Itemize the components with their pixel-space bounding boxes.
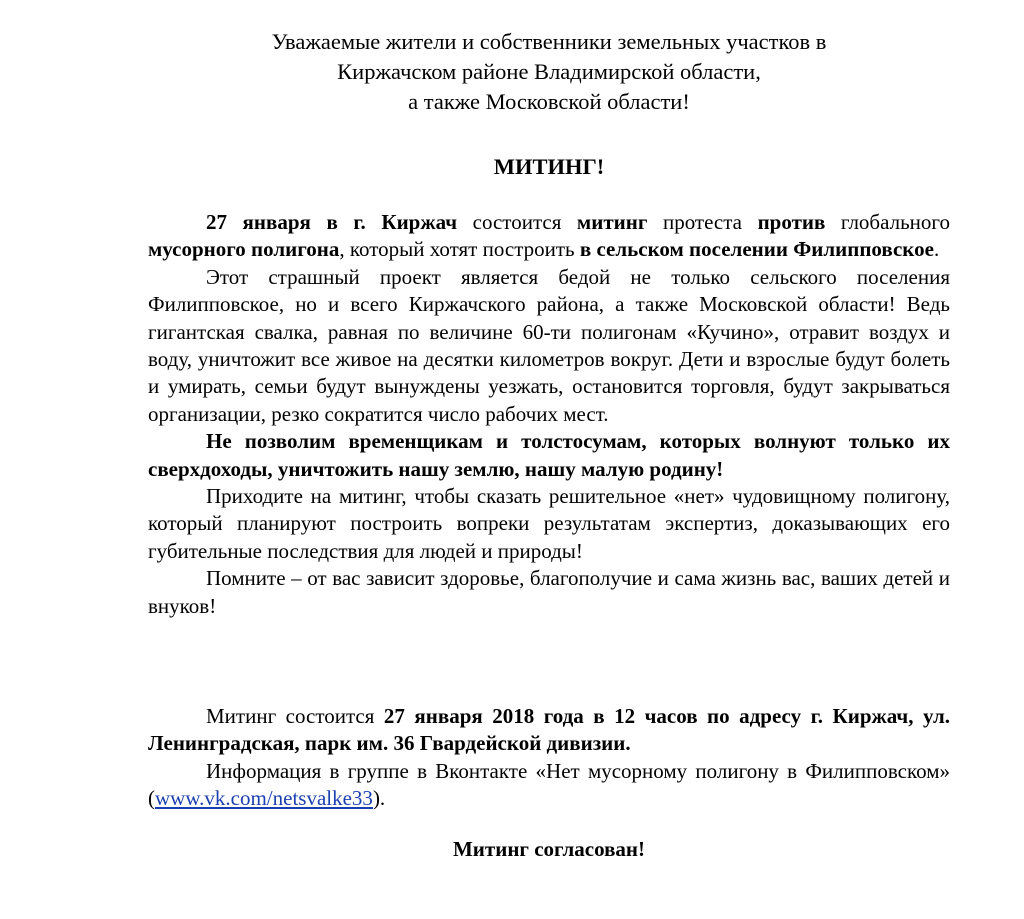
body-part-2 — [148, 703, 950, 813]
paragraph-announcement — [148, 209, 950, 264]
against-bold: против — [757, 210, 826, 234]
approved-notice: Митинг согласован! — [452, 837, 646, 861]
paragraph-invitation: Приходите на митинг, чтобы сказать решительное «нет» чудовищному полигону, который планируют построить вопреки результатам экспертиз, доказывающих его губительные последствия для людей и природы! — [148, 484, 950, 563]
text-fragment: глобального — [825, 210, 951, 234]
text-fragment: . — [933, 237, 940, 262]
rally-bold: митинг — [576, 210, 648, 234]
heading-line-2: Киржачском районе Владимирской области, — [337, 59, 761, 84]
paragraph-reminder: Помните – от вас зависит здоровье, благополучие и сама жизнь вас, ваших детей и внуков! — [148, 566, 950, 618]
heading-line-3: а также Московской области! — [408, 89, 690, 114]
paragraph-threat: Этот страшный проект является бедой не только сельского поселения Филипповское, но и всего Киржачского района, а также Московской области! Ведь гигантская свалка, равная по величине 60-ти полигонам «Кучино», отравит воздух и воду, уничтожит все живое на десятки километров вокруг. Дети и взрослые будут болеть и умирать, семьи будут вынуждены уезжать, остановится торговля, будут закрываться организации, резко сократится число рабочих мест. — [148, 264, 950, 426]
settlement-bold: в сельском поселении Филипповское — [579, 237, 934, 262]
body-part-1 — [148, 209, 950, 620]
text-fragment: ). — [372, 786, 386, 811]
date-place-bold: 27 января в г. Киржач — [206, 210, 458, 234]
text-fragment: Информация в группе в Вконтакте «Нет мусорному полигону в Филипповском» ( — [148, 758, 950, 811]
paragraph-appeal: Не позволим временщикам и толстосумам, которых волнуют только их сверхдоходы, уничтожить нашу землю, нашу малую родину! — [148, 429, 950, 481]
paragraph-time-place — [148, 703, 950, 758]
document-title: МИТИНГ! — [493, 154, 605, 179]
text-fragment: , который хотят построить — [339, 237, 580, 262]
address-heading — [148, 27, 950, 117]
text-fragment: протеста — [647, 210, 758, 234]
text-fragment: Митинг состоится — [206, 704, 384, 728]
vk-group-link[interactable]: www.vk.com/netsvalke33 — [155, 786, 373, 811]
paragraph-info — [148, 758, 950, 813]
time-address-bold: 27 января 2018 года в 12 часов по адресу г. Киржач, ул. Ленинградская, парк им. 36 Гвардейской дивизии. — [148, 704, 950, 756]
landfill-bold: мусорного полигона — [148, 237, 340, 262]
text-fragment: состоится — [457, 210, 577, 234]
heading-line-1: Уважаемые жители и собственники земельных участков в — [271, 29, 827, 54]
